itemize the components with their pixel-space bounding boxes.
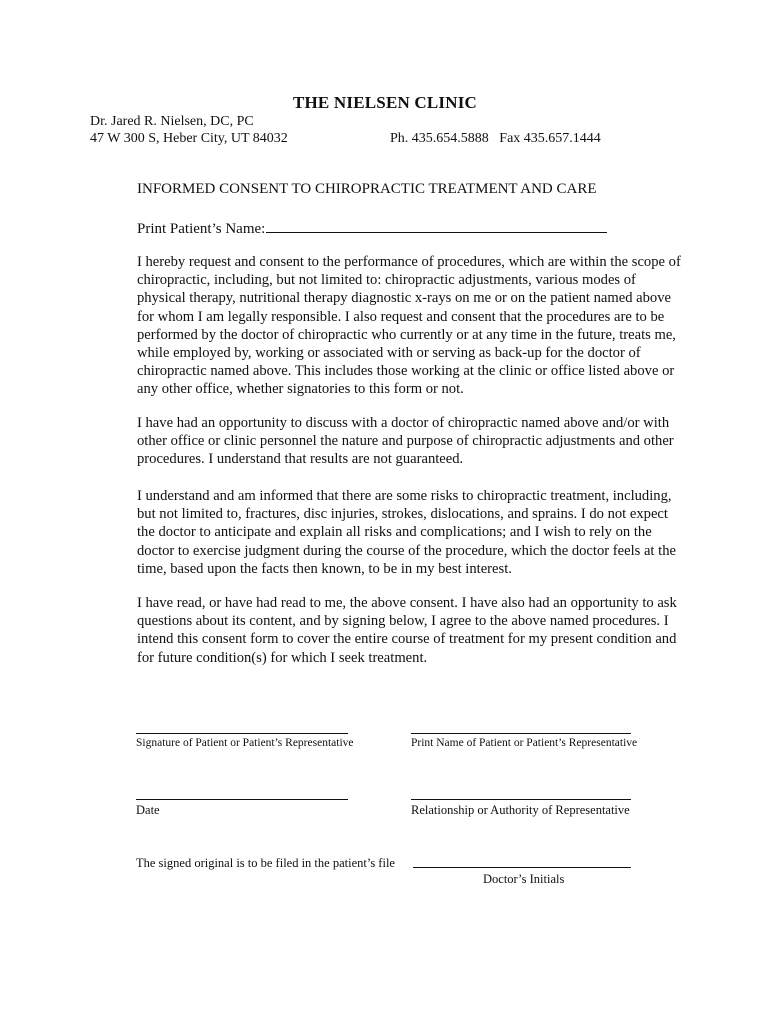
patient-signature-field[interactable] (136, 733, 348, 734)
consent-paragraph-3: I understand and am informed that there are some risks to chiropractic treatment, including, but not limited to, fractures, disc injuries, strokes, dislocations, and sprains. I do not expect the doctor to anticipate and explain all risks and complications; and I wish to rely on the doctor to exercise judgment during the course of the procedure, which the doctor feels at the time, based upon the facts then known, to be in my best interest. (137, 488, 676, 577)
patient-name-label: Print Patient’s Name: (137, 221, 266, 237)
filed-note: The signed original is to be filed in the patient’s file (136, 856, 395, 870)
date-field[interactable] (136, 799, 348, 800)
patient-signature-label: Signature of Patient or Patient’s Representative (136, 737, 354, 749)
date-label: Date (136, 803, 160, 817)
print-name-field[interactable] (411, 733, 631, 734)
doctor-initials-label: Doctor’s Initials (483, 872, 565, 886)
doctor-name: Dr. Jared R. Nielsen, DC, PC (90, 114, 254, 129)
relationship-field[interactable] (411, 799, 631, 800)
patient-name-field[interactable] (266, 218, 607, 233)
relationship-label: Relationship or Authority of Representative (411, 803, 630, 817)
form-title: INFORMED CONSENT TO CHIROPRACTIC TREATMENT AND CARE (137, 181, 597, 197)
doctor-initials-field[interactable] (413, 867, 631, 868)
patient-name-row (137, 218, 607, 238)
clinic-address: 47 W 300 S, Heber City, UT 84032 (90, 131, 288, 146)
clinic-name: THE NIELSEN CLINIC (292, 93, 478, 112)
clinic-contact: Ph. 435.654.5888 Fax 435.657.1444 (390, 131, 601, 146)
consent-paragraph-1: I hereby request and consent to the performance of procedures, which are within the scope of chiropractic, including, but not limited to: chiropractic adjustments, various modes of physical therapy, nutritional therapy diagnostic x-rays on me or on the patient named above for whom I am legally responsible. I also request and consent that the procedures are to be performed by the doctor of chiropractic who currently or at any time in the future, treats me, while employed by, working or associated with or serving as back-up for the doctor of chiropractic named above. This includes those working at the clinic or office listed above or any other office, whether signatories to this form or not. (137, 254, 681, 398)
print-name-label: Print Name of Patient or Patient’s Representative (411, 737, 638, 749)
consent-paragraph-4: I have read, or have had read to me, the above consent. I have also had an opportunity to ask questions about its content, and by signing below, I agree to the above named procedures. I intend this consent form to cover the entire course of treatment for my present condition and for future condition(s) for which I seek treatment. (137, 595, 677, 666)
consent-paragraph-2: I have had an opportunity to discuss with a doctor of chiropractic named above and/or with other office or clinic personnel the nature and purpose of chiropractic adjustments and other procedures. I understand that results are not guaranteed. (137, 415, 674, 468)
